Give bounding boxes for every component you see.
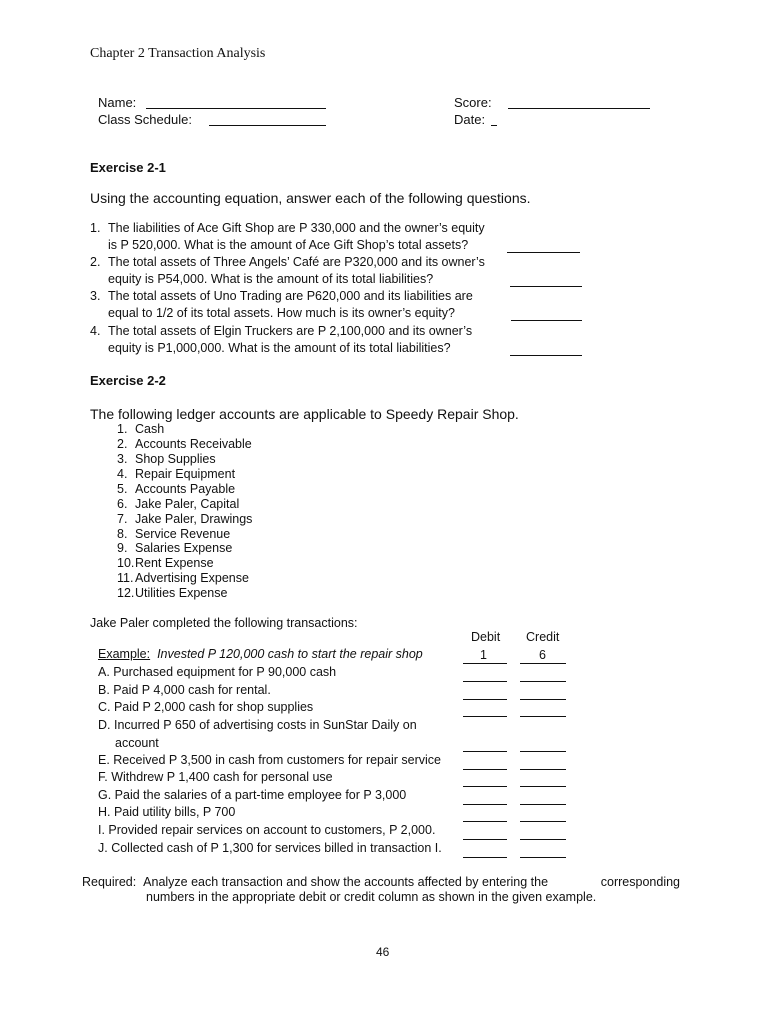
transaction-h: H. Paid utility bills, P 700 xyxy=(98,805,236,819)
account-name: Accounts Receivable xyxy=(135,437,252,451)
account-number: 12. xyxy=(117,586,135,600)
credit-blank-h[interactable] xyxy=(520,821,566,822)
account-item xyxy=(117,512,252,526)
question-number: 1. xyxy=(90,221,101,235)
page-number: 46 xyxy=(376,945,390,959)
question-number: 3. xyxy=(90,289,101,303)
question-2-line2: equity is P54,000. What is the amount of its total liabilities? xyxy=(108,272,434,286)
account-name: Advertising Expense xyxy=(135,571,249,585)
required-text-2: numbers in the appropriate debit or credit column as shown in the given example. xyxy=(146,890,597,904)
transaction-j: J. Collected cash of P 1,300 for services billed in transaction I. xyxy=(98,841,442,855)
required-text-1: Analyze each transaction and show the accounts affected by entering the xyxy=(143,875,549,889)
debit-blank-h[interactable] xyxy=(463,821,507,822)
credit-blank-e[interactable] xyxy=(520,769,566,770)
example-credit: 6 xyxy=(539,648,546,662)
example-credit-underline xyxy=(520,663,566,664)
question-4-line1 xyxy=(90,324,472,338)
account-item xyxy=(117,437,252,451)
debit-blank-b[interactable] xyxy=(463,699,507,700)
transaction-e: E. Received P 3,500 in cash from customers for repair service xyxy=(98,753,441,767)
credit-blank-d[interactable] xyxy=(520,751,566,752)
transaction-c: C. Paid P 2,000 cash for shop supplies xyxy=(98,700,314,714)
transaction-d-continued: account xyxy=(115,736,159,750)
example-label: Example: xyxy=(98,647,151,661)
account-number: 6. xyxy=(117,497,128,511)
name-field[interactable] xyxy=(146,108,326,109)
account-name: Utilities Expense xyxy=(135,586,228,600)
account-number: 8. xyxy=(117,527,128,541)
date-label: Date: xyxy=(454,112,486,127)
transactions-intro: Jake Paler completed the following transactions: xyxy=(90,616,358,630)
account-item xyxy=(117,586,227,600)
question-1-line1 xyxy=(90,221,485,235)
account-name: Salaries Expense xyxy=(135,541,233,555)
class-schedule-field[interactable] xyxy=(209,125,326,126)
class-schedule-label: Class Schedule: xyxy=(98,112,192,127)
account-name: Jake Paler, Drawings xyxy=(135,512,253,526)
account-item xyxy=(117,541,232,555)
answer-blank-3[interactable] xyxy=(511,320,582,321)
required-line-1 xyxy=(82,875,680,890)
required-label: Required: xyxy=(82,875,137,889)
account-number: 2. xyxy=(117,437,128,451)
account-number: 9. xyxy=(117,541,128,555)
account-number: 1. xyxy=(117,422,128,436)
question-1-line2: is P 520,000. What is the amount of Ace Gift Shop’s total assets? xyxy=(108,238,469,252)
account-number: 3. xyxy=(117,452,128,466)
example-row xyxy=(98,647,423,661)
score-field[interactable] xyxy=(508,108,650,109)
account-number: 4. xyxy=(117,467,128,481)
transaction-d: D. Incurred P 650 of advertising costs in SunStar Daily on xyxy=(98,718,417,732)
exercise-2-1-intro: Using the accounting equation, answer each of the following questions. xyxy=(90,190,531,206)
account-item xyxy=(117,467,235,481)
account-number: 7. xyxy=(117,512,128,526)
example-debit-underline xyxy=(463,663,507,664)
debit-blank-j[interactable] xyxy=(463,857,507,858)
question-text: The total assets of Uno Trading are P620,000 and its liabilities are xyxy=(108,289,473,303)
account-name: Shop Supplies xyxy=(135,452,216,466)
exercise-2-1-title: Exercise 2-1 xyxy=(90,160,166,175)
transaction-g: G. Paid the salaries of a part-time employee for P 3,000 xyxy=(98,788,407,802)
question-3-line1 xyxy=(90,289,473,303)
required-instructions xyxy=(82,875,680,905)
question-text: The liabilities of Ace Gift Shop are P 330,000 and the owner’s equity xyxy=(108,221,485,235)
debit-blank-f[interactable] xyxy=(463,786,507,787)
account-item xyxy=(117,497,239,511)
question-number: 4. xyxy=(90,324,101,338)
debit-header: Debit xyxy=(471,630,501,644)
account-name: Rent Expense xyxy=(135,556,214,570)
account-item xyxy=(117,422,164,436)
account-item xyxy=(117,556,214,570)
debit-blank-c[interactable] xyxy=(463,716,507,717)
credit-blank-f[interactable] xyxy=(520,786,566,787)
credit-blank-a[interactable] xyxy=(520,681,566,682)
question-number: 2. xyxy=(90,255,101,269)
account-name: Accounts Payable xyxy=(135,482,236,496)
transaction-f: F. Withdrew P 1,400 cash for personal use xyxy=(98,770,333,784)
chapter-title: Chapter 2 Transaction Analysis xyxy=(90,46,266,61)
credit-blank-c[interactable] xyxy=(520,716,566,717)
account-item xyxy=(117,571,249,585)
account-item xyxy=(117,527,230,541)
date-field[interactable] xyxy=(491,125,497,126)
question-text: The total assets of Elgin Truckers are P 2,100,000 and its owner’s xyxy=(108,324,473,338)
exercise-2-2-intro: The following ledger accounts are applicable to Speedy Repair Shop. xyxy=(90,406,519,422)
account-name: Repair Equipment xyxy=(135,467,236,481)
credit-blank-j[interactable] xyxy=(520,857,566,858)
credit-blank-g[interactable] xyxy=(520,804,566,805)
debit-blank-d[interactable] xyxy=(463,751,507,752)
transaction-b: B. Paid P 4,000 cash for rental. xyxy=(98,683,271,697)
answer-blank-2[interactable] xyxy=(510,286,582,287)
account-name: Cash xyxy=(135,422,165,436)
answer-blank-1[interactable] xyxy=(507,252,580,253)
name-label: Name: xyxy=(98,95,137,110)
answer-blank-4[interactable] xyxy=(510,355,582,356)
account-item xyxy=(117,452,216,466)
debit-blank-i[interactable] xyxy=(463,839,507,840)
account-name: Jake Paler, Capital xyxy=(135,497,240,511)
account-item xyxy=(117,482,235,496)
credit-blank-b[interactable] xyxy=(520,699,566,700)
transaction-i: I. Provided repair services on account to customers, P 2,000. xyxy=(98,823,436,837)
debit-blank-g[interactable] xyxy=(463,804,507,805)
account-number: 10. xyxy=(117,556,135,570)
question-4-line2: equity is P1,000,000. What is the amount of its total liabilities? xyxy=(108,341,451,355)
exercise-2-2-title: Exercise 2-2 xyxy=(90,373,166,388)
debit-blank-a[interactable] xyxy=(463,681,507,682)
question-text: The total assets of Three Angels’ Café are P320,000 and its owner’s xyxy=(108,255,485,269)
account-number: 11. xyxy=(117,571,134,585)
account-name: Service Revenue xyxy=(135,527,231,541)
credit-header: Credit xyxy=(526,630,560,644)
score-label: Score: xyxy=(454,95,492,110)
required-text-1-end: corresponding xyxy=(600,875,680,889)
example-text: Invested P 120,000 cash to start the repair shop xyxy=(157,647,423,661)
credit-blank-i[interactable] xyxy=(520,839,566,840)
example-debit: 1 xyxy=(480,648,487,662)
question-3-line2: equal to 1/2 of its total assets. How much is its owner’s equity? xyxy=(108,306,455,320)
debit-blank-e[interactable] xyxy=(463,769,507,770)
transaction-a: A. Purchased equipment for P 90,000 cash xyxy=(98,665,337,679)
question-2-line1 xyxy=(90,255,485,269)
account-number: 5. xyxy=(117,482,128,496)
